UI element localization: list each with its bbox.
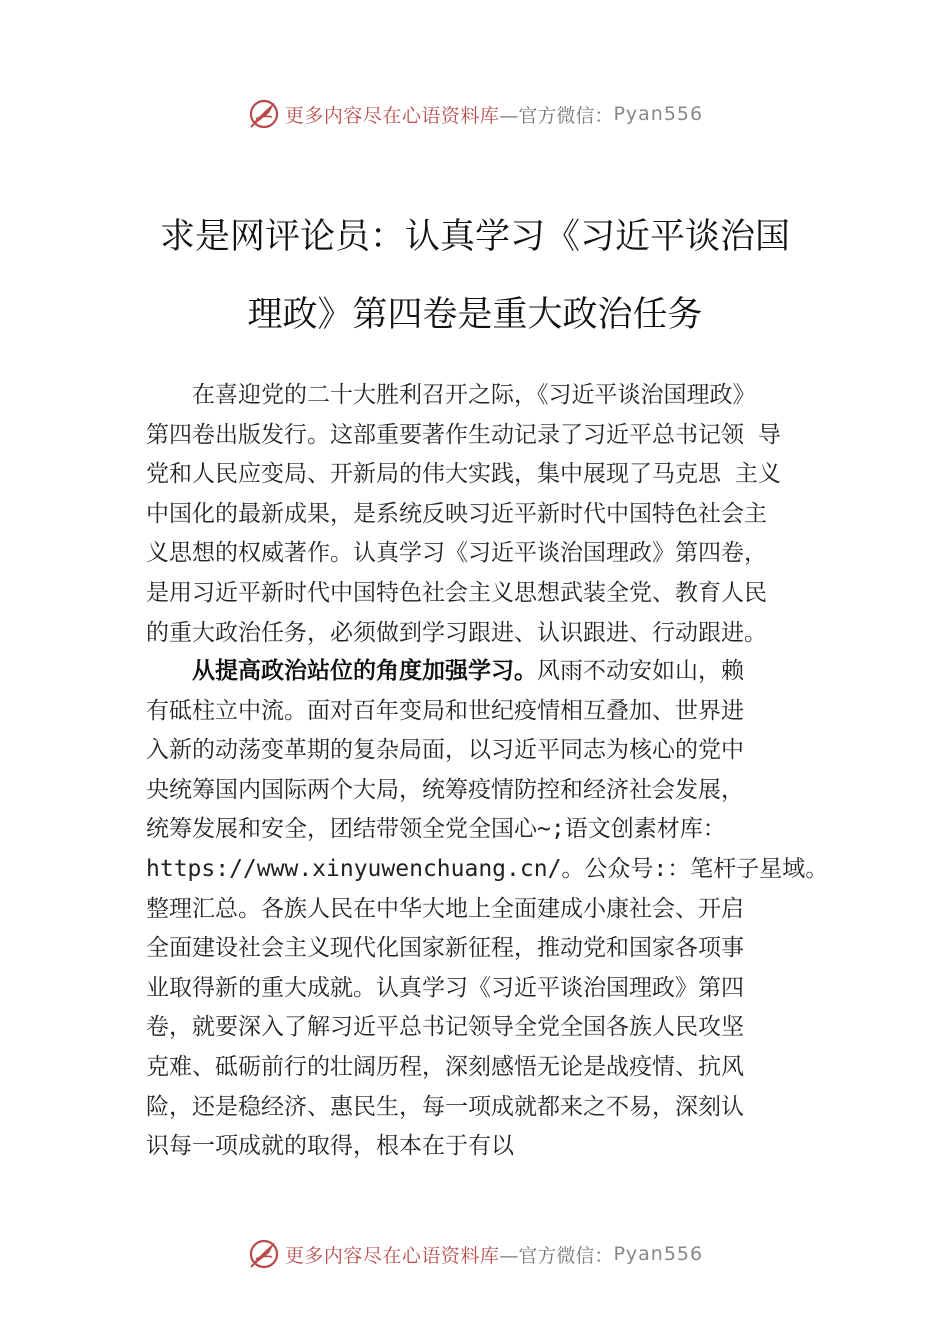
text-line: 央统筹国内国际两个大局，统筹疫情防控和经济社会发展， bbox=[146, 776, 744, 803]
banner-separator: —官方微信： bbox=[499, 1244, 614, 1267]
lead-rest: 风雨不动安如山，赖 bbox=[537, 658, 744, 684]
footer-banner bbox=[0, 1234, 950, 1274]
text-line: 的重大政治任务，必须做到学习跟进、认识跟进、行动跟进。 bbox=[146, 619, 767, 646]
banner-wechat-id: Pyan556 bbox=[613, 103, 704, 125]
text-line: 卷，就要深入了解习近平总书记领导全党全国各族人民攻坚 bbox=[146, 1014, 744, 1041]
article-title bbox=[0, 198, 950, 354]
text-line: 党和人民应变局、开新局的伟大实践，集中展现了马克思 主义 bbox=[146, 461, 781, 488]
book-quill-logo-icon bbox=[247, 1237, 281, 1271]
text-line: 克难、砥砺前行的壮阔历程，深刻感悟无论是战疫情、抗风 bbox=[146, 1053, 744, 1080]
text-line: 统筹发展和安全，团结带领全党全国心~;语文创素材库： bbox=[146, 816, 726, 843]
text-line: 入新的动荡变革期的复杂局面，以习近平同志为核心的党中 bbox=[146, 737, 744, 764]
paragraph-2 bbox=[146, 652, 836, 1167]
banner-wechat-id: Pyan556 bbox=[613, 1243, 704, 1265]
text-line: 全面建设社会主义现代化国家新征程，推动党和国家各项事 bbox=[146, 935, 744, 962]
text-line: 识每一项成就的取得，根本在于有以 bbox=[146, 1133, 514, 1160]
text-line: 业取得新的重大成就。认真学习《习近平谈治国理政》第四 bbox=[146, 974, 744, 1001]
text-line: 中国化的最新成果，是系统反映习近平新时代中国特色社会主 bbox=[146, 500, 767, 527]
section-lead-heading: 从提高政治站位的角度加强学习。 bbox=[192, 658, 537, 684]
banner-separator: —官方微信： bbox=[499, 104, 614, 127]
text-line-url: https://www.xinyuwenchuang.cn/。公众号:：笔杆子星域。 bbox=[146, 855, 829, 882]
banner-text: 更多内容尽在心语资料库 bbox=[284, 1244, 500, 1267]
text-line: 险，还是稳经济、惠民生，每一项成就都来之不易，深刻认 bbox=[146, 1093, 744, 1120]
title-line: 理政》第四卷是重大政治任务 bbox=[247, 295, 703, 335]
text-line: 第四卷出版发行。这部重要著作生动记录了习近平总书记领 导 bbox=[146, 421, 781, 448]
book-quill-logo-icon bbox=[247, 97, 281, 131]
text-line: 义思想的权威著作。认真学习《习近平谈治国理政》第四卷， bbox=[146, 540, 767, 567]
banner-text: 更多内容尽在心语资料库 bbox=[284, 104, 500, 127]
text-line: 在喜迎党的二十大胜利召开之际，《习近平谈治国理政》 bbox=[146, 382, 756, 408]
paragraph-1 bbox=[146, 376, 836, 653]
text-line-first bbox=[146, 652, 836, 692]
text-line: 整理汇总。各族人民在中华大地上全面建成小康社会、开启 bbox=[146, 895, 744, 922]
text-line: 是用习近平新时代中国特色社会主义思想武装全党、教育人民 bbox=[146, 579, 767, 606]
header-banner bbox=[0, 94, 950, 134]
text-line: 有砥柱立中流。面对百年变局和世纪疫情相互叠加、世界进 bbox=[146, 697, 744, 724]
title-line: 求是网评论员：认真学习《习近平谈治国 bbox=[159, 217, 790, 257]
